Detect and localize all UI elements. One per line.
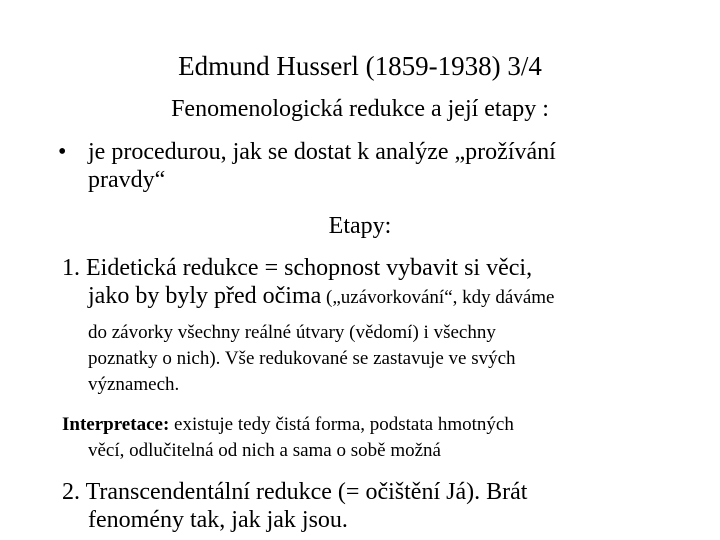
interpretation-text-1: existuje tedy čistá forma, podstata hmotných <box>169 414 514 435</box>
stage-2-line-2: fenomény tak, jak jak jsou. <box>88 507 348 533</box>
stage-1-line-2 <box>62 282 702 312</box>
interpretation-block <box>62 412 702 464</box>
interpretation-line-2: věcí, odlučitelná od nich a sama o sobě možná <box>88 440 441 461</box>
stage-1-note-line-2: poznatky o nich). Vše redukované se zastavuje ve svých <box>88 348 516 369</box>
slide-title: Edmund Husserl (1859-1938) 3/4 <box>178 51 542 81</box>
stage-2-line-1: 2. Transcendentální redukce (= očištění Já). Brát <box>62 479 528 505</box>
bullet-line-1: je procedurou, jak se dostat k analýze „prožívání <box>88 139 556 165</box>
stage-1-line-2-main: jako by byly před očima <box>88 283 322 309</box>
stage-item-1 <box>62 254 702 312</box>
stages-label: Etapy: <box>328 213 392 239</box>
bullet-line-2: pravdy“ <box>88 167 166 193</box>
bullet-text <box>88 138 698 194</box>
interpretation-line-1 <box>62 412 702 438</box>
slide-subtitle: Fenomenologická redukce a její etapy : <box>171 96 549 122</box>
stage-1-note-block <box>88 320 708 398</box>
bullet-symbol: • <box>58 139 67 165</box>
stage-1-line-1: 1. Eidetická redukce = schopnost vybavit si věci, <box>62 255 533 281</box>
stage-1-note-line-1: do závorky všechny reálné útvary (vědomí) i všechny <box>88 322 496 343</box>
interpretation-label: Interpretace: <box>62 414 170 435</box>
stage-item-2 <box>62 478 702 534</box>
stage-1-line-2-note: („uzávorkování“, kdy dáváme <box>321 287 555 308</box>
stage-1-note-line-3: významech. <box>88 374 180 395</box>
